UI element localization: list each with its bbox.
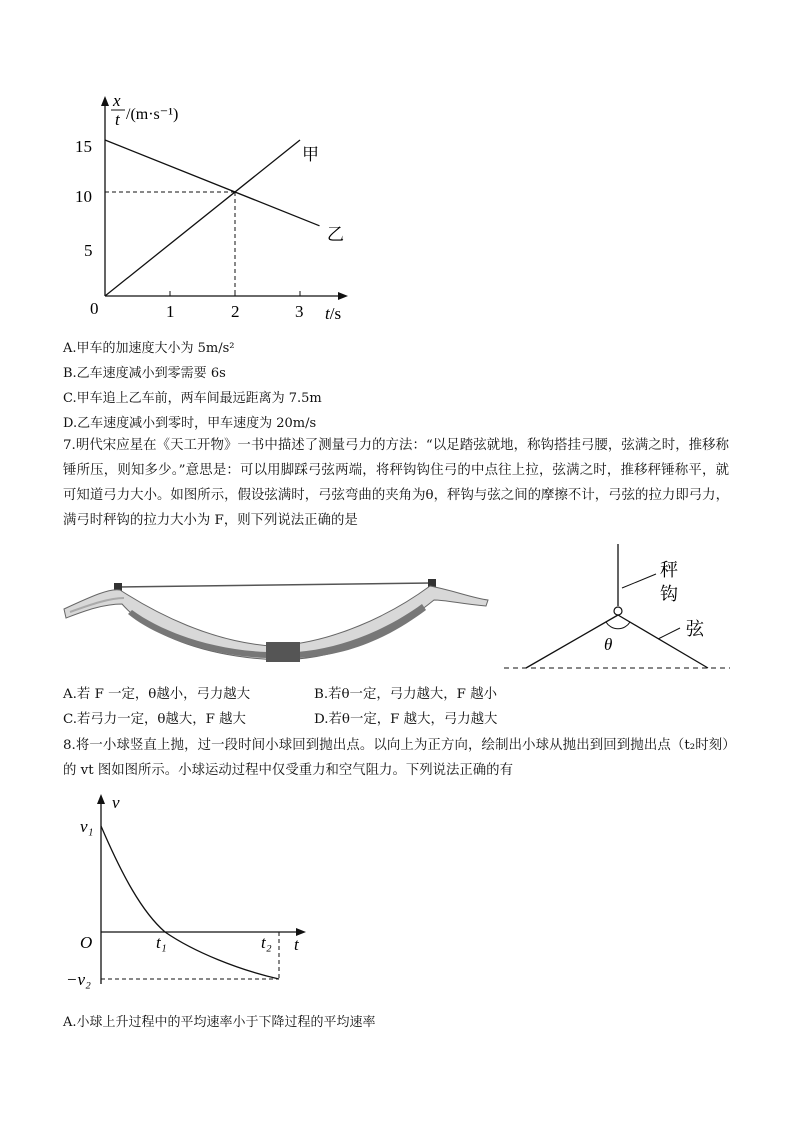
origin-label: 0	[90, 299, 99, 318]
q7-stem: 7.明代宋应星在《天工开物》一书中描述了测量弓力的方法：“以足踏弦就地，称钩搭挂弓腰，弦满之时，推移称锤所压，则知多少。”意思是：可以用脚踩弓弦两端，将秤钩钩住弓的中点往上拉，弦满之时，推移秤锤称平，就可知道弓力大小。如图所示，假设弦满时，弓弦弯曲的夹角为θ，秤钩与弦之间的摩擦不计，弓弦的拉力即弓力，满弓时秤钩的拉力大小为 F，则下列说法正确的是	[63, 438, 729, 528]
q8-stem: 8.将一小球竖直上抛，过一段时间小球回到抛出点。以向上为正方向，绘制出小球从抛出到回到抛出点（t₂时刻）的 vt 图如图所示。小球运动过程中仅受重力和空气阻力。下列说法正确的有	[63, 738, 729, 778]
q6-option-a: A.甲车的加速度大小为 5m/s²	[63, 341, 235, 356]
q6-option-b: B.乙车速度减小到零需要 6s	[63, 366, 226, 381]
ylabel-unit: /(m·s⁻¹)	[126, 106, 179, 123]
vt-neg-v2-label: −v₂	[66, 970, 91, 989]
vt-chart	[64, 790, 324, 996]
ylabel-num: x	[113, 91, 121, 110]
vt-origin-label: O	[80, 933, 93, 952]
xt-chart	[75, 88, 360, 328]
q7-option-b: B.若θ一定，弓力越大，F 越小	[314, 687, 498, 702]
xtick-3: 3	[295, 302, 304, 321]
xtick-1: 1	[166, 302, 175, 321]
ylabel-den: t	[115, 110, 120, 129]
q6-option-c: C.甲车追上乙车前，两车间最远距离为 7.5m	[63, 391, 322, 406]
q7-option-a: A.若 F 一定，θ越小，弓力越大	[63, 687, 251, 702]
vt-t2-label: t₂	[261, 933, 272, 952]
hook-label-2: 钩	[660, 584, 678, 604]
vt-t1-label: t₁	[156, 933, 167, 952]
y-axis-arrow	[101, 96, 109, 106]
hook-string-figure	[500, 544, 732, 672]
vt-curve	[101, 826, 279, 979]
q7-option-c: C.若弓力一定，θ越大，F 越大	[63, 712, 246, 727]
x-axis-arrow	[338, 292, 348, 300]
theta-label: θ	[604, 635, 613, 654]
q7-option-d: D.若θ一定，F 越大，弓力越大	[314, 712, 498, 727]
series-jia-label: 甲	[302, 145, 319, 164]
series-line-yi	[105, 140, 320, 226]
q8-option-a: A.小球上升过程中的平均速率小于下降过程的平均速率	[63, 1015, 376, 1030]
series-line-jia	[105, 140, 300, 296]
series-yi-label: 乙	[327, 225, 344, 244]
vt-v-label: v	[112, 793, 120, 812]
hook-label-1: 秤	[660, 560, 678, 580]
xtick-2: 2	[231, 302, 240, 321]
vt-t-label: t	[294, 935, 299, 954]
bow-image	[62, 574, 490, 664]
vt-y-arrow	[97, 794, 105, 804]
string-label: 弦	[686, 619, 704, 639]
xlabel: t/s	[325, 304, 342, 323]
ytick-10: 10	[75, 187, 92, 206]
vt-v1-label: v₁	[80, 817, 94, 836]
ytick-15: 15	[75, 137, 92, 156]
ytick-5: 5	[84, 241, 93, 260]
q6-option-d: D.乙车速度减小到零时，甲车速度为 20m/s	[63, 416, 317, 431]
